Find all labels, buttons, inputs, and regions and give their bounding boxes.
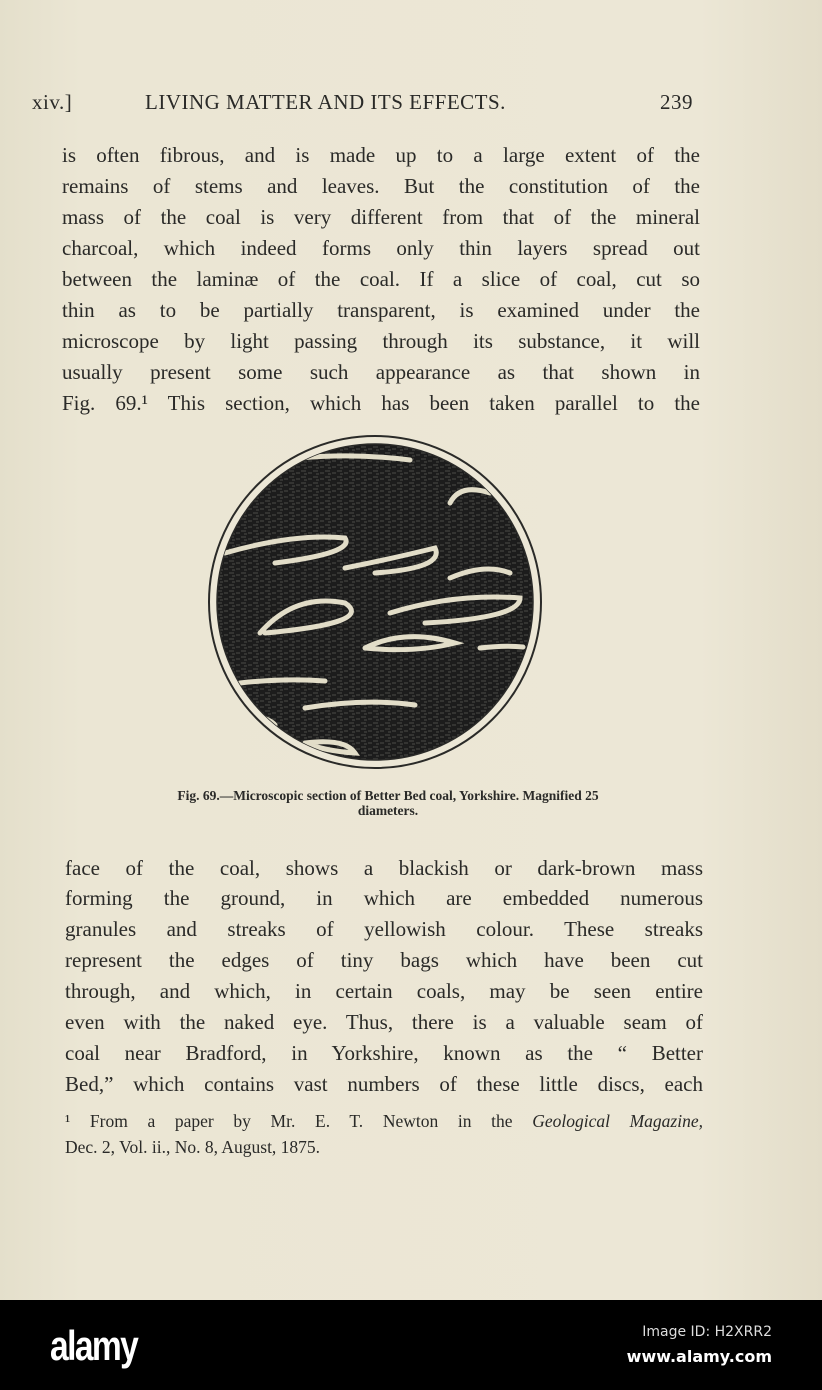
alamy-logo: alamy: [50, 1322, 138, 1369]
text-line: remains of stems and leaves. But the constitution of the: [62, 174, 700, 198]
caption-line: diameters.: [357, 803, 419, 818]
text-line: forming the ground, in which are embedded numerous: [65, 886, 703, 910]
watermark-url: www.alamy.com: [626, 1347, 772, 1366]
text-line: even with the naked eye. Thus, there is a valuable seam of: [65, 1010, 703, 1034]
text-line: through, and which, in certain coals, may be seen entire: [65, 979, 703, 1003]
running-head-title: LIVING MATTER AND ITS EFFECTS.: [145, 90, 506, 114]
footnote-text: ¹ From a paper by Mr. E. T. Newton in the: [65, 1111, 533, 1131]
text-line: represent the edges of tiny bags which have been cut: [65, 948, 703, 972]
footnote-text: Dec. 2, Vol. ii., No. 8, August, 1875.: [65, 1137, 321, 1157]
text-line: face of the coal, shows a blackish or dark-brown mass: [65, 856, 703, 880]
text-line: between the laminæ of the coal. If a slice of coal, cut so: [62, 267, 700, 291]
text-line: coal near Bradford, in Yorkshire, known as the “ Better: [65, 1041, 703, 1065]
coal-section-figure: [205, 433, 545, 773]
text-line: Bed,” which contains vast numbers of these little discs, each: [65, 1072, 703, 1096]
text-line: microscope by light passing through its substance, it will: [62, 329, 700, 353]
footnote-journal: Geological Magazine,: [532, 1111, 703, 1131]
image-id: Image ID: H2XRR2: [642, 1324, 772, 1340]
text-line: is often fibrous, and is made up to a large extent of the: [62, 143, 700, 167]
text-line: Fig. 69.¹ This section, which has been taken parallel to the: [62, 391, 700, 415]
watermark-bar: [0, 1300, 822, 1390]
text-line: charcoal, which indeed forms only thin layers spread out: [62, 236, 700, 260]
text-line: thin as to be partially transparent, is examined under the: [62, 298, 700, 322]
footnote: [65, 1108, 703, 1160]
text-line: usually present some such appearance as that shown in: [62, 360, 700, 384]
page-number: 239: [660, 90, 693, 114]
figure-caption: [98, 788, 678, 818]
text-line: granules and streaks of yellowish colour. These streaks: [65, 917, 703, 941]
caption-line: Fig. 69.—Microscopic section of Better Bed coal, Yorkshire. Magnified 25: [177, 788, 599, 803]
running-head-section: xiv.]: [32, 90, 73, 114]
text-line: mass of the coal is very different from that of the mineral: [62, 205, 700, 229]
